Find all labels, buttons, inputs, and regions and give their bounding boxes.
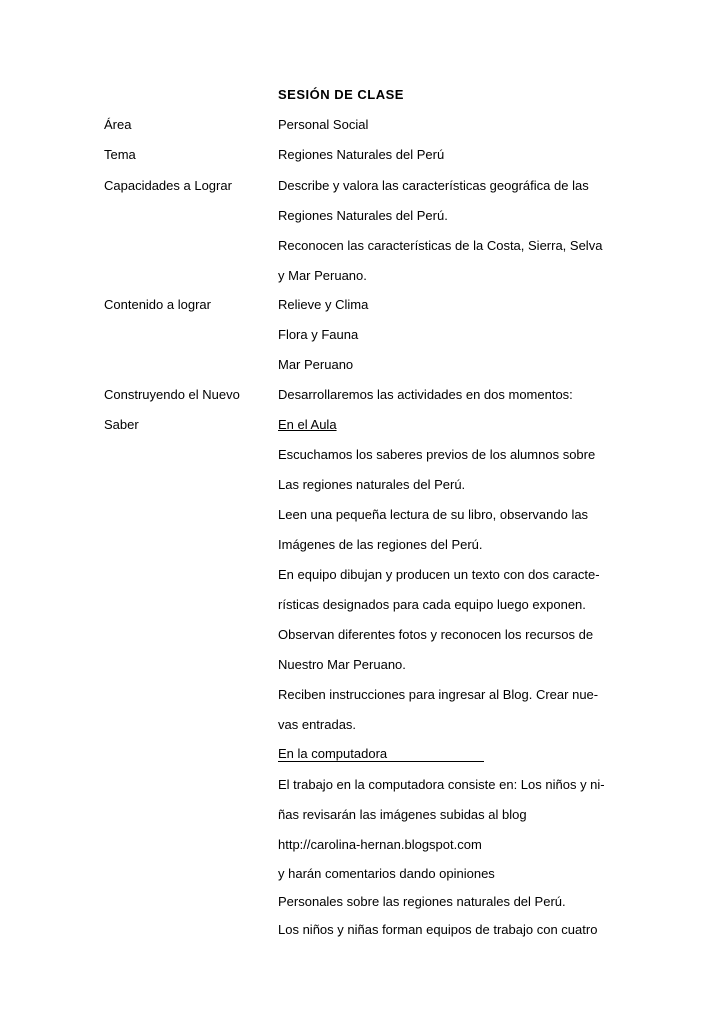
blog-url: http://carolina-hernan.blogspot.com	[278, 837, 482, 852]
value-tema: Regiones Naturales del Perú	[278, 147, 445, 162]
saber-line: Nuestro Mar Peruano.	[278, 657, 406, 672]
capacidades-line: Describe y valora las características geográfica de las	[278, 178, 589, 193]
saber-line: Desarrollaremos las actividades en dos momentos:	[278, 387, 573, 402]
label-construyendo: Construyendo el Nuevo	[104, 387, 240, 402]
subheading-computadora-wrap	[278, 746, 484, 762]
contenido-line: Relieve y Clima	[278, 297, 369, 312]
saber-line: Reciben instrucciones para ingresar al Blog. Crear nue-	[278, 687, 599, 702]
saber-line: En equipo dibujan y producen un texto con dos caracte-	[278, 567, 600, 582]
subheading-en-la-computadora: En la computadora	[278, 746, 484, 762]
subheading-en-el-aula: En el Aula	[278, 417, 337, 432]
page-title: SESIÓN DE CLASE	[278, 87, 404, 102]
label-area: Área	[104, 117, 132, 132]
saber-line: Las regiones naturales del Perú.	[278, 477, 466, 492]
label-tema: Tema	[104, 147, 136, 162]
contenido-line: Mar Peruano	[278, 357, 354, 372]
saber-line: Escuchamos los saberes previos de los alumnos sobre	[278, 447, 596, 462]
saber-line: Leen una pequeña lectura de su libro, observando las	[278, 507, 589, 522]
label-contenido: Contenido a lograr	[104, 297, 211, 312]
capacidades-line: Regiones Naturales del Perú.	[278, 208, 448, 223]
capacidades-line: Reconocen las características de la Costa, Sierra, Selva	[278, 238, 603, 253]
capacidades-line: y Mar Peruano.	[278, 268, 367, 283]
saber-line: Observan diferentes fotos y reconocen los recursos de	[278, 627, 594, 642]
value-area: Personal Social	[278, 117, 369, 132]
saber-line: y harán comentarios dando opiniones	[278, 866, 495, 881]
saber-line: Los niños y niñas forman equipos de trabajo con cuatro	[278, 922, 598, 937]
label-saber: Saber	[104, 417, 139, 432]
saber-line: Imágenes de las regiones del Perú.	[278, 537, 483, 552]
saber-line: El trabajo en la computadora consiste en: Los niños y ni-	[278, 777, 605, 792]
saber-line: rísticas designados para cada equipo luego exponen.	[278, 597, 586, 612]
saber-line: Personales sobre las regiones naturales del Perú.	[278, 894, 566, 909]
saber-line: ñas revisarán las imágenes subidas al blog	[278, 807, 527, 822]
contenido-line: Flora y Fauna	[278, 327, 359, 342]
label-capacidades: Capacidades a Lograr	[104, 178, 232, 193]
saber-line: vas entradas.	[278, 717, 357, 732]
